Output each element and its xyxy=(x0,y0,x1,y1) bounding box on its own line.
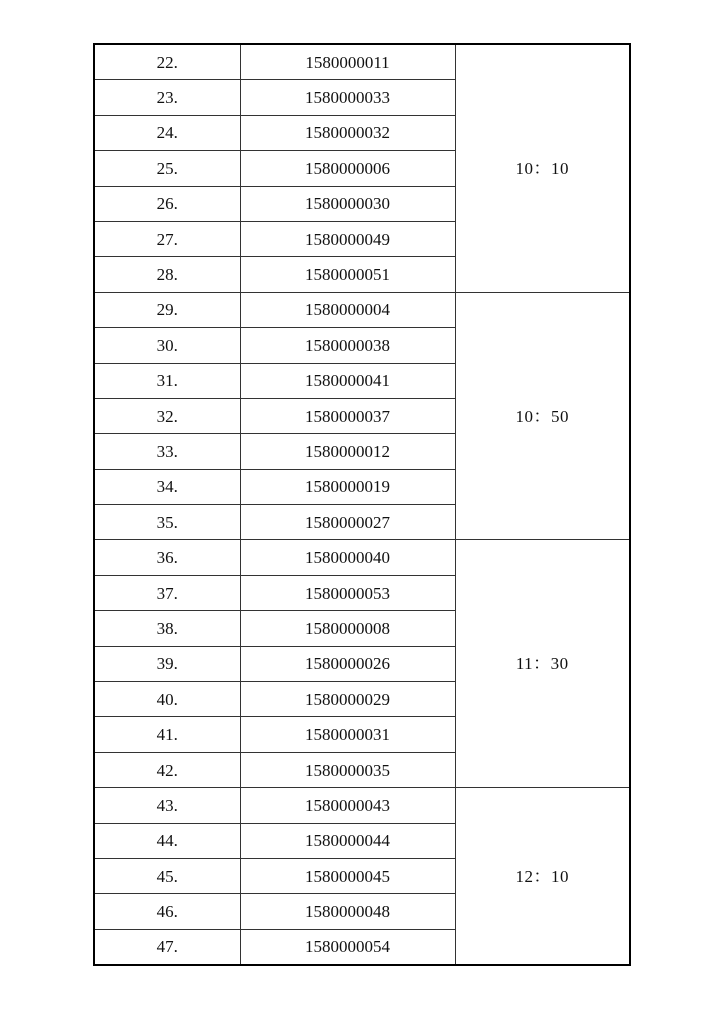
row-number-cell: 41. xyxy=(94,717,240,752)
row-number-cell: 45. xyxy=(94,858,240,893)
candidate-id-cell: 1580000027 xyxy=(240,505,455,540)
row-number-cell: 25. xyxy=(94,151,240,186)
table-row xyxy=(94,788,630,823)
candidate-id-cell: 1580000029 xyxy=(240,682,455,717)
row-number-cell: 43. xyxy=(94,788,240,823)
row-number-cell: 44. xyxy=(94,823,240,858)
candidate-id-cell: 1580000045 xyxy=(240,858,455,893)
row-number-cell: 34. xyxy=(94,469,240,504)
candidate-id-cell: 1580000048 xyxy=(240,894,455,929)
candidate-id-cell: 1580000026 xyxy=(240,646,455,681)
candidate-id-cell: 1580000008 xyxy=(240,611,455,646)
time-slot-cell: 10：10 xyxy=(455,44,630,292)
row-number-cell: 42. xyxy=(94,752,240,787)
row-number-cell: 39. xyxy=(94,646,240,681)
candidate-id-cell: 1580000030 xyxy=(240,186,455,221)
candidate-id-cell: 1580000011 xyxy=(240,44,455,80)
candidate-id-cell: 1580000031 xyxy=(240,717,455,752)
candidate-id-cell: 1580000035 xyxy=(240,752,455,787)
row-number-cell: 24. xyxy=(94,115,240,150)
time-slot-cell: 10：50 xyxy=(455,292,630,540)
row-number-cell: 35. xyxy=(94,505,240,540)
row-number-cell: 38. xyxy=(94,611,240,646)
row-number-cell: 23. xyxy=(94,80,240,115)
candidate-id-cell: 1580000054 xyxy=(240,929,455,965)
table-row xyxy=(94,44,630,80)
candidate-id-cell: 1580000053 xyxy=(240,575,455,610)
row-number-cell: 40. xyxy=(94,682,240,717)
row-number-cell: 28. xyxy=(94,257,240,292)
time-slot-cell: 11：30 xyxy=(455,540,630,788)
candidate-id-cell: 1580000033 xyxy=(240,80,455,115)
candidate-id-cell: 1580000040 xyxy=(240,540,455,575)
schedule-table-body xyxy=(94,44,630,965)
row-number-cell: 33. xyxy=(94,434,240,469)
candidate-id-cell: 1580000049 xyxy=(240,221,455,256)
candidate-id-cell: 1580000037 xyxy=(240,398,455,433)
candidate-id-cell: 1580000004 xyxy=(240,292,455,327)
candidate-id-cell: 1580000041 xyxy=(240,363,455,398)
row-number-cell: 37. xyxy=(94,575,240,610)
candidate-id-cell: 1580000044 xyxy=(240,823,455,858)
schedule-table xyxy=(93,43,631,966)
row-number-cell: 36. xyxy=(94,540,240,575)
candidate-id-cell: 1580000019 xyxy=(240,469,455,504)
row-number-cell: 22. xyxy=(94,44,240,80)
candidate-id-cell: 1580000043 xyxy=(240,788,455,823)
row-number-cell: 29. xyxy=(94,292,240,327)
row-number-cell: 30. xyxy=(94,328,240,363)
table-row xyxy=(94,292,630,327)
table-row xyxy=(94,540,630,575)
row-number-cell: 26. xyxy=(94,186,240,221)
candidate-id-cell: 1580000051 xyxy=(240,257,455,292)
candidate-id-cell: 1580000006 xyxy=(240,151,455,186)
row-number-cell: 31. xyxy=(94,363,240,398)
time-slot-cell: 12：10 xyxy=(455,788,630,965)
candidate-id-cell: 1580000032 xyxy=(240,115,455,150)
candidate-id-cell: 1580000012 xyxy=(240,434,455,469)
row-number-cell: 27. xyxy=(94,221,240,256)
row-number-cell: 47. xyxy=(94,929,240,965)
row-number-cell: 46. xyxy=(94,894,240,929)
row-number-cell: 32. xyxy=(94,398,240,433)
candidate-id-cell: 1580000038 xyxy=(240,328,455,363)
